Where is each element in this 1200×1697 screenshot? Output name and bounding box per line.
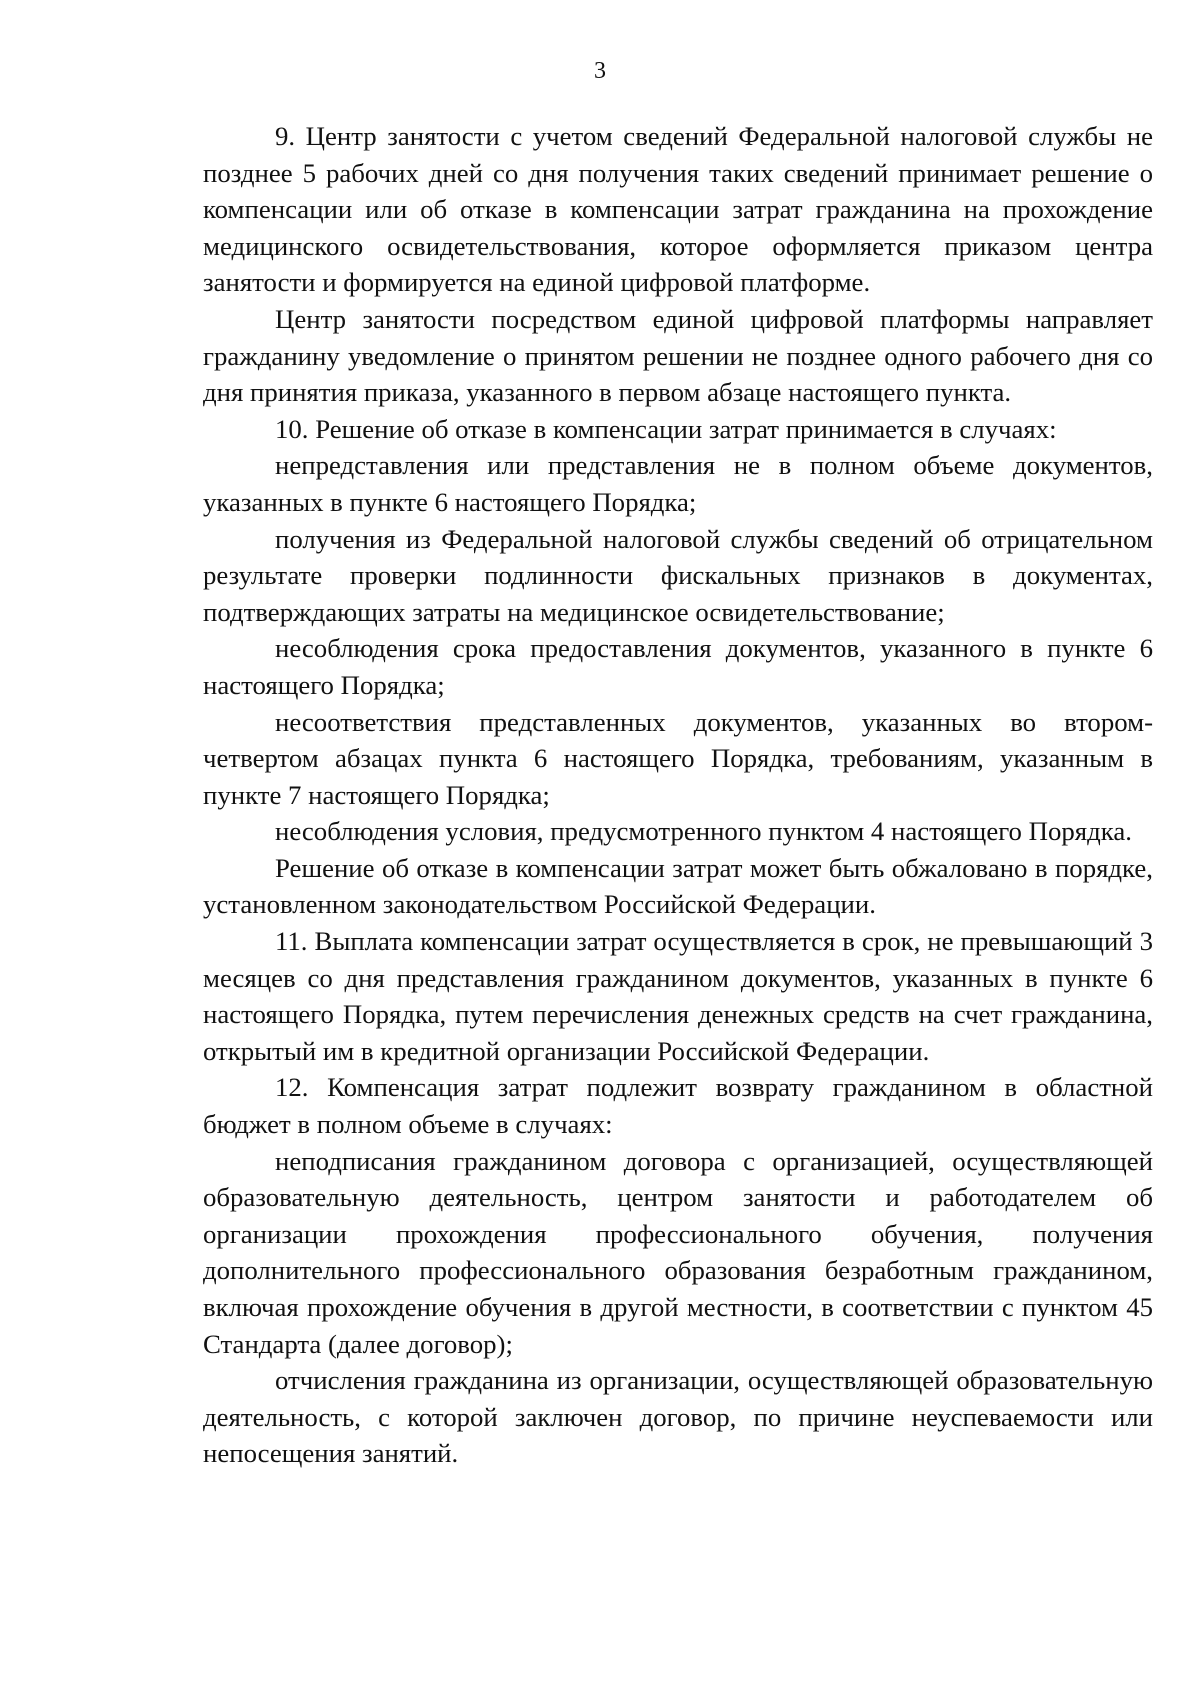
document-body [203,118,1153,1472]
paragraph-10: 10. Решение об отказе в компенсации затрат принимается в случаях: [275,413,1057,444]
refusal-case-missing-documents: непредставления или представления не в полном объеме документов, указанных в пункте 6 настоящего Порядка; [203,450,1153,517]
refusal-case-condition: несоблюдения условия, предусмотренного пунктом 4 настоящего Порядка. [275,816,1132,847]
refusal-case-deadline: несоблюдения срока предоставления документов, указанного в пункте 6 настоящего Порядка; [203,633,1153,700]
paragraph-11: 11. Выплата компенсации затрат осуществляется в срок, не превышающий 3 месяцев со дня представления гражданином документов, указанных в пункте 6 настоящего Порядка, путем перечисления денежных средств на счет гражданина, открытый им в кредитной организации Российской Федерации. [203,926,1153,1066]
paragraph-9: 9. Центр занятости с учетом сведений Федеральной налоговой службы не позднее 5 рабочих дней со дня получения таких сведений принимает решение о компенсации или об отказе в компенсации затрат гражданина на прохождение медицинского освидетельствования, которое оформляется приказом центра занятости и формируется на единой цифровой платформе. [203,121,1153,298]
return-case-expulsion: отчисления гражданина из организации, осуществляющей образовательную деятельность, с которой заключен договор, по причине неуспеваемости или непосещения занятий. [203,1365,1153,1469]
paragraph-12: 12. Компенсация затрат подлежит возврату гражданином в областной бюджет в полном объеме в случаях: [203,1072,1153,1140]
paragraph-9-notification: Центр занятости посредством единой цифровой платформы направляет гражданину уведомление о принятом решении не позднее одного рабочего дня со дня принятия приказа, указанного в первом абзаце настоящего пункта. [203,303,1153,408]
refusal-appeal: Решение об отказе в компенсации затрат может быть обжаловано в порядке, установленном законодательством Российской Федерации. [203,852,1153,920]
page-number: 3 [594,58,606,84]
return-case-unsigned-contract: неподписания гражданином договора с организацией, осуществляющей образовательную деятельность, центром занятости и работодателем об организации прохождения профессионального обучения, получения дополнительного профессионального образования безработным гражданином, включая прохождение обучения в другой местности, в соответствии с пунктом 45 Стандарта (далее договор); [203,1145,1153,1359]
refusal-case-noncompliance: несоответствия представленных документов, указанных во втором-четвертом абзацах пункта 6 настоящего Порядка, требованиям, указанным в пункте 7 настоящего Порядка; [203,706,1153,810]
refusal-case-fiscal-check: получения из Федеральной налоговой службы сведений об отрицательном результате проверки подлинности фискальных признаков в документах, подтверждающих затраты на медицинское освидетельствование; [203,523,1153,627]
